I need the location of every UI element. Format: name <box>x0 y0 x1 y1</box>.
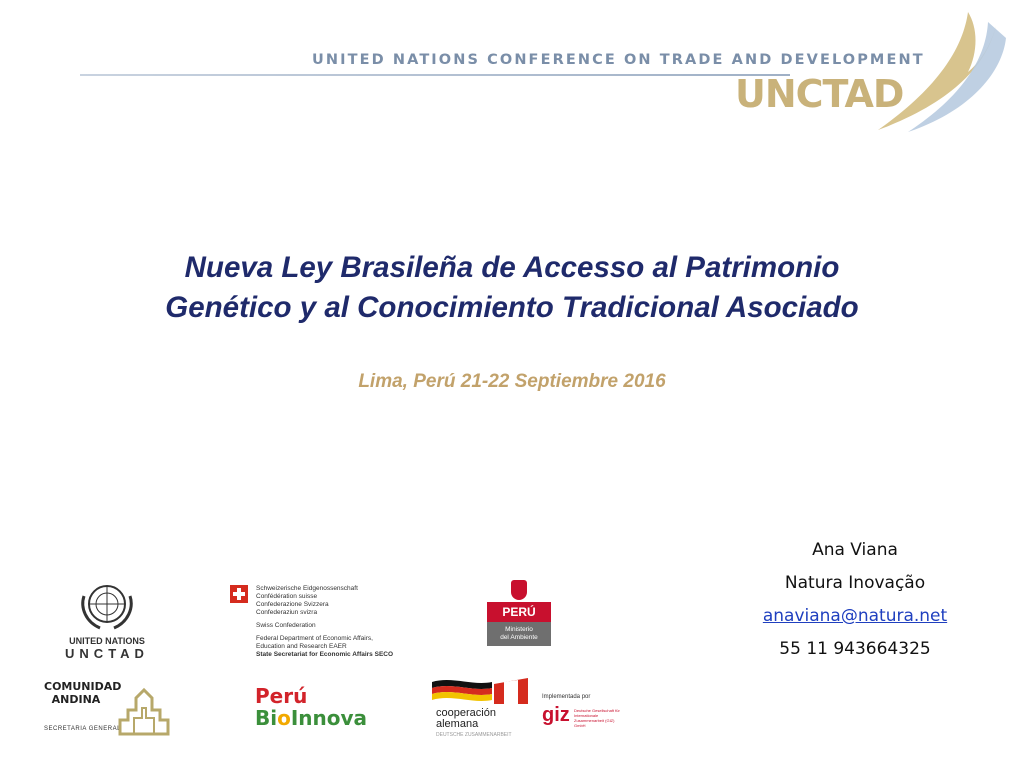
coop-line-3: DEUTSCHE ZUSAMMENARBEIT <box>436 732 512 738</box>
german-peru-flags-icon <box>432 676 532 706</box>
cooperacion-alemana-text <box>436 708 512 741</box>
swiss-seco-logo <box>230 585 400 665</box>
header-organization: UNITED NATIONS CONFERENCE ON TRADE AND DEVELOPMENT <box>312 52 925 68</box>
giz-wordmark: giz <box>542 704 570 726</box>
unctad-wordmark: UNCTAD <box>735 72 904 116</box>
bioinnova-innova: Innova <box>290 706 368 730</box>
contact-email-link[interactable]: anaviana@natura.net <box>762 606 948 626</box>
peru-label: PERÚ <box>487 602 551 622</box>
subtitle-location-date: Lima, Perú 21-22 Septiembre 2016 <box>358 371 666 392</box>
can-name <box>44 680 122 706</box>
title-line-1: Nueva Ley Brasileña de Accesso al Patrimonio <box>184 251 840 284</box>
bioinnova-line-2 <box>255 706 367 730</box>
cooperacion-alemana-giz-logo <box>432 676 620 738</box>
swiss-line-3: Confederazione Svizzera <box>256 601 329 608</box>
bioinnova-line-1: Perú <box>255 684 308 708</box>
coop-line-2: alemana <box>436 718 479 730</box>
andean-stepped-icon <box>116 680 172 736</box>
ministerio-line-2: del Ambiente <box>500 634 538 641</box>
peru-bioinnova-logo <box>255 684 375 732</box>
contact-name: Ana Viana <box>812 540 898 560</box>
swiss-line-2: Confédération suisse <box>256 593 318 600</box>
swiss-confederation: Swiss Confederation <box>256 622 316 629</box>
un-name: UNITED NATIONS <box>69 636 145 646</box>
swiss-text <box>256 585 406 659</box>
can-line-1: COMUNIDAD <box>44 680 122 693</box>
un-unctad-logo <box>62 578 152 660</box>
implementada-por: Implementada por <box>542 694 591 700</box>
swiss-seco: State Secretariat for Economic Affairs SECO <box>256 651 394 658</box>
ministerio-line-1: Ministerio <box>505 626 533 633</box>
un-unctad-label: UNCTAD <box>65 646 149 661</box>
giz-fullname: Deutsche Gesellschaft für Internationale Zusammenarbeit (GIZ) GmbH <box>574 708 620 728</box>
swiss-dept-line-1: Federal Department of Economic Affairs, <box>256 635 373 642</box>
page-title <box>0 248 1024 328</box>
can-secretariat: SECRETARIA GENERAL <box>44 726 121 732</box>
swiss-line-1: Schweizerische Eidgenossenschaft <box>256 585 358 592</box>
bioinnova-o: o <box>277 706 291 730</box>
contact-company: Natura Inovação <box>784 573 926 593</box>
contact-phone: 55 11 943664325 <box>779 639 931 659</box>
swiss-flag-icon <box>230 585 248 603</box>
contact-block <box>740 538 970 670</box>
ministerio-label <box>487 622 551 646</box>
swiss-dept-line-2: Education and Research EAER <box>256 643 347 650</box>
bioinnova-bi: Bi <box>255 706 278 730</box>
comunidad-andina-logo <box>44 680 174 740</box>
header-rule <box>80 74 790 76</box>
title-line-2: Genético y al Conocimiento Tradicional Asociado <box>165 291 859 324</box>
peru-ministerio-logo <box>487 580 551 646</box>
swiss-line-4: Confederaziun svizra <box>256 609 318 616</box>
coop-line-1: cooperación <box>436 707 496 719</box>
can-line-2: ANDINA <box>51 693 101 706</box>
peru-shield-icon <box>511 580 527 600</box>
un-emblem-icon <box>62 578 152 634</box>
